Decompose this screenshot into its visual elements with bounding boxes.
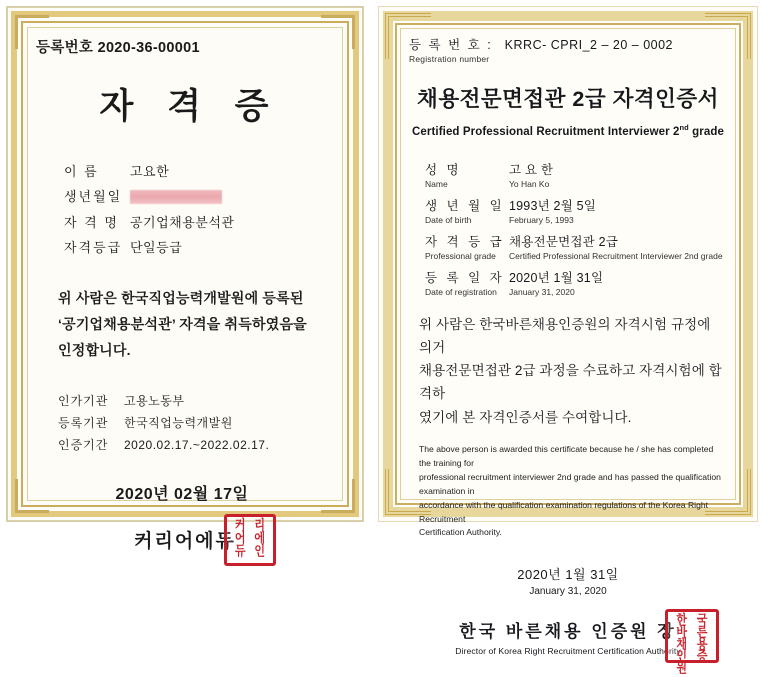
seal-char-5: 듀 xyxy=(234,544,246,560)
field-line-name-kr xyxy=(425,160,727,178)
field-label-registration-date-en: Date of registration xyxy=(425,286,497,297)
field-value-grade-en: Certified Professional Recruitment Interviewer 2nd grade xyxy=(509,250,723,261)
meta-value-valid-period: 2020.02.17.~2022.02.17. xyxy=(124,438,270,453)
registration-number-value: 2020-36-00001 xyxy=(97,40,200,56)
redacted-birthdate-value xyxy=(130,190,222,204)
field-line-birthdate-kr xyxy=(425,196,727,214)
certificate-1-issuer-area xyxy=(36,516,334,574)
field-value-registration-date-en: January 31, 2020 xyxy=(509,286,575,297)
certificate-1-issue-date: 2020년 02월 17일 xyxy=(115,485,249,503)
field-label-birthdate-en: Date of birth xyxy=(425,214,472,225)
body-2-en-line-2: professional recruitment interviewer 2nd grade and has passed the qualification examination in xyxy=(419,471,721,496)
seal2-char-4: 른 xyxy=(696,625,708,641)
field-value-name-en: Yo Han Ko xyxy=(509,178,550,189)
certificate-2-subtitle xyxy=(409,123,727,138)
field-label-name-en: Name xyxy=(425,178,448,189)
field-line-birthdate-en xyxy=(425,215,727,225)
certificate-card-interviewer xyxy=(378,6,758,677)
certificate-2-issuer-korean: 한국 바른채용 인증원 장 xyxy=(459,622,677,642)
field-row-name-2 xyxy=(425,160,727,189)
field-label-birthdate-2: 생 년 월 일 xyxy=(425,198,505,213)
certificate-2-fields xyxy=(409,160,727,297)
registration-number-label-2: 등 록 번 호 : xyxy=(409,38,493,52)
seal2-char-1: 한 xyxy=(676,613,688,629)
body-line-2: ‘공기업채용분석관’ 자격을 취득하였음을 xyxy=(58,316,307,333)
certificate-1-issuer-name: 커리어에듀 xyxy=(134,530,236,552)
body-2-en-line-4: Certification Authority. xyxy=(419,527,502,538)
meta-label-authorizing-agency: 인가기관 xyxy=(58,394,109,409)
field-value-qualification-name: 공기업채용분석관 xyxy=(130,214,235,230)
field-line-registration-date-en xyxy=(425,287,727,297)
field-label-qualification-name: 자 격 명 xyxy=(64,214,119,230)
registration-number-label: 등록번호 xyxy=(36,40,94,56)
certificate-1-title: 자 격 증 xyxy=(99,87,281,126)
seal2-char-5: 채 xyxy=(676,637,688,653)
certificate-2-content xyxy=(409,35,727,677)
seal2-char-9: 원 xyxy=(676,661,688,677)
body-2-line-2: 채용전문면접관 2급 과정을 수료하고 자격시험에 합격하 xyxy=(419,363,722,402)
official-seal-stamp-1 xyxy=(224,514,276,566)
field-row-qualification-name xyxy=(64,210,334,235)
certificate-2-subtitle-post: grade xyxy=(688,125,724,138)
seal2-char-6: 용 xyxy=(696,637,708,653)
certificate-2-body-english xyxy=(409,443,727,540)
certificate-1-fields xyxy=(36,159,334,260)
certificate-2-date-korean: 2020년 1월 31일 xyxy=(517,567,619,583)
field-line-grade-en xyxy=(425,251,727,261)
meta-value-authorizing-agency: 고용노동부 xyxy=(124,394,185,409)
registration-number-line-2 xyxy=(409,35,727,53)
certificate-1-body xyxy=(36,286,334,364)
certificate-2-subtitle-ordinal: nd xyxy=(679,123,689,132)
seal-char-3: 어 xyxy=(234,531,246,547)
certificate-2-date-english: January 31, 2020 xyxy=(529,586,607,598)
meta-label-valid-period: 인증기간 xyxy=(58,438,109,453)
meta-row-valid-period xyxy=(58,434,334,456)
body-2-line-1: 위 사람은 한국바른채용인증원의 자격시험 규정에 의거 xyxy=(419,316,711,356)
body-2-line-3: 였기에 본 자격인증서를 수여합니다. xyxy=(419,409,632,425)
certificate-1-meta xyxy=(36,390,334,457)
registration-number-line xyxy=(36,36,334,57)
certificate-2-body-korean xyxy=(409,313,727,429)
seal2-char-3: 바 xyxy=(676,625,688,641)
seal-char-1: 커 xyxy=(234,518,246,534)
certificate-2-issuer-area xyxy=(409,613,727,677)
certificate-1-content xyxy=(36,34,334,560)
certificate-card-qualification xyxy=(6,6,364,560)
registration-number-value-2: KRRC- CPRI_2 – 20 – 0002 xyxy=(504,38,674,52)
field-label-grade-en: Professional grade xyxy=(425,250,496,261)
certificate-2-title: 채용전문면접관 2급 자격인증서 xyxy=(417,87,719,111)
certificate-2-registration-block xyxy=(409,35,727,64)
registration-number-label-en: Registration number xyxy=(409,54,490,64)
field-label-birthdate: 생년월일 xyxy=(64,189,123,205)
meta-value-registering-agency: 한국직업능력개발원 xyxy=(124,416,233,431)
field-value-birthdate-en: February 5, 1993 xyxy=(509,214,574,225)
field-row-registration-date xyxy=(425,268,727,297)
field-label-name: 이 름 xyxy=(64,164,99,179)
field-value-name-2: 고 요 한 xyxy=(509,162,554,177)
field-row-grade xyxy=(64,235,334,260)
field-row-grade-2 xyxy=(425,232,727,261)
field-label-grade-2: 자 격 등 급 xyxy=(425,234,505,249)
field-row-birthdate-2 xyxy=(425,196,727,225)
field-line-grade-kr xyxy=(425,232,727,250)
seal-char-4: 에 xyxy=(254,531,266,547)
field-value-birthdate-2: 1993년 2월 5일 xyxy=(509,198,597,213)
field-label-name-2: 성 명 xyxy=(425,162,462,177)
body-2-en-line-3: accordance with the qualification examination regulations of the Korea Right Recruitment xyxy=(419,499,709,524)
field-label-grade: 자격등급 xyxy=(64,240,123,256)
meta-row-authorizing-agency xyxy=(58,390,334,412)
meta-row-registering-agency xyxy=(58,412,334,434)
meta-label-registering-agency: 등록기관 xyxy=(58,416,109,431)
seal2-char-8: 증 xyxy=(696,649,708,665)
field-value-registration-date: 2020년 1월 31일 xyxy=(509,270,604,285)
body-line-1: 위 사람은 한국직업능력개발원에 등록된 xyxy=(58,290,304,307)
field-row-name xyxy=(64,159,334,184)
certificate-2-issue-dates xyxy=(409,564,727,597)
seal2-char-7: 인 xyxy=(676,649,688,665)
seal2-char-2: 국 xyxy=(696,613,708,629)
field-line-registration-date-kr xyxy=(425,268,727,286)
seal-char-6: 인 xyxy=(254,544,266,560)
official-seal-stamp-2 xyxy=(665,609,719,677)
body-2-en-line-1: The above person is awarded this certificate because he / she has completed the training for xyxy=(419,443,714,468)
field-value-grade-2: 채용전문면접관 2급 xyxy=(509,234,619,249)
field-label-registration-date: 등 록 일 자 xyxy=(425,270,505,285)
certificate-2-issuer-english: Director of Korea Right Recruitment Certification Authority xyxy=(455,646,681,657)
field-row-birthdate xyxy=(64,184,334,209)
field-line-name-en xyxy=(425,179,727,189)
body-line-3: 인정합니다. xyxy=(58,342,131,359)
seal-char-2: 리 xyxy=(254,518,266,534)
field-value-grade: 단일등급 xyxy=(130,240,183,256)
field-value-name: 고요한 xyxy=(130,164,170,179)
certificate-2-subtitle-pre: Certified Professional Recruitment Interviewer 2 xyxy=(412,125,680,138)
